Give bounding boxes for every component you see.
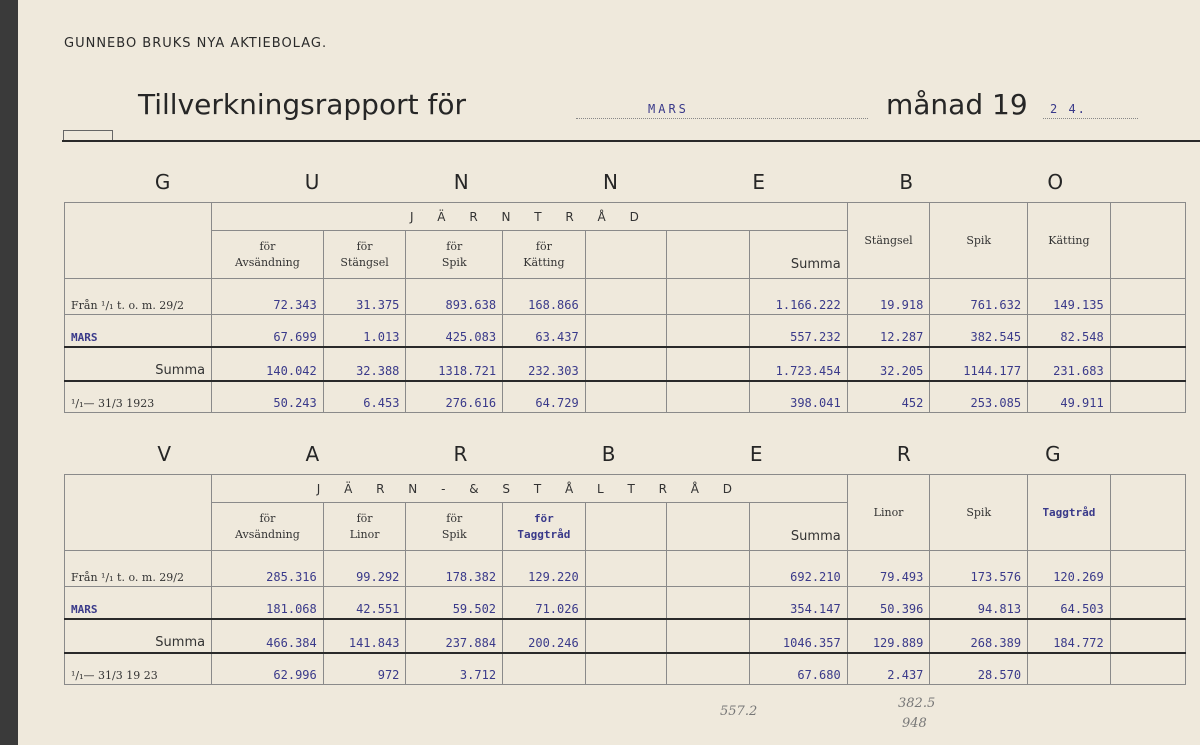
col-header: Stängsel: [847, 203, 930, 279]
col-header: Spik: [930, 475, 1028, 551]
summa-header: Summa: [749, 503, 847, 551]
col-header: för Spik: [406, 231, 503, 279]
report-title: [138, 88, 1138, 128]
col-header: för Linor: [323, 503, 406, 551]
pencil-note: 382.5: [898, 696, 936, 711]
year-value: 2 4.: [1050, 102, 1087, 116]
col-header: Taggtråd: [1028, 475, 1111, 551]
table-row: Summa 140.042 32.388 1318.721 232.303 1.723.454 32.205 1144.177 231.683: [65, 347, 1186, 381]
col-header: för Taggtråd: [503, 503, 586, 551]
table-row: Från ¹/₁ t. o. m. 29/2 285.316 99.292 178.382 129.220 692.210 79.493 173.576 120.269: [65, 551, 1186, 587]
group-header: J Ä R N T R Å D: [212, 203, 848, 231]
col-header: för Stängsel: [323, 231, 406, 279]
section-title-varberg: V A R B E R G: [157, 442, 1125, 466]
col-header: Spik: [930, 203, 1028, 279]
col-header: för Kätting: [503, 231, 586, 279]
row-label-header: [65, 203, 212, 279]
company-name: GUNNEBO BRUKS NYA AKTIEBOLAG.: [64, 36, 328, 51]
table-row: Summa 466.384 141.843 237.884 200.246 1046.357 129.889 268.389 184.772: [65, 619, 1186, 653]
row-label-header: [65, 475, 212, 551]
col-header: för Spik: [406, 503, 503, 551]
document-page: [18, 0, 1200, 745]
month-value: MARS: [648, 102, 689, 116]
header-rule: [62, 140, 1200, 142]
table-row: ¹/₁— 31/3 1923 50.243 6.453 276.616 64.729 398.041 452 253.085 49.911: [65, 381, 1186, 413]
table-row: MARS 67.699 1.013 425.083 63.437 557.232 12.287 382.545 82.548: [65, 315, 1186, 347]
title-left: Tillverkningsrapport för: [138, 88, 466, 121]
table-row: ¹/₁— 31/3 19 23 62.996 972 3.712 67.680 2.437 28.570: [65, 653, 1186, 685]
pencil-note: 557.2: [720, 704, 758, 719]
title-right: månad 19: [886, 88, 1028, 121]
table-row: Från ¹/₁ t. o. m. 29/2 72.343 31.375 893.638 168.866 1.166.222 19.918 761.632 149.135: [65, 279, 1186, 315]
col-header: för Avsändning: [212, 503, 324, 551]
col-header: Linor: [847, 475, 930, 551]
table-gunnebo: [64, 202, 1186, 413]
section-title-gunnebo: G U N N E B O: [154, 170, 1128, 194]
group-header: J Ä R N - & S T Å L T R Å D: [212, 475, 848, 503]
col-header: Kätting: [1028, 203, 1111, 279]
pencil-note: 948: [902, 716, 927, 731]
table-row: MARS 181.068 42.551 59.502 71.026 354.147 50.396 94.813 64.503: [65, 587, 1186, 619]
col-header: för Avsändning: [212, 231, 324, 279]
table-varberg: [64, 474, 1186, 685]
summa-header: Summa: [749, 231, 847, 279]
